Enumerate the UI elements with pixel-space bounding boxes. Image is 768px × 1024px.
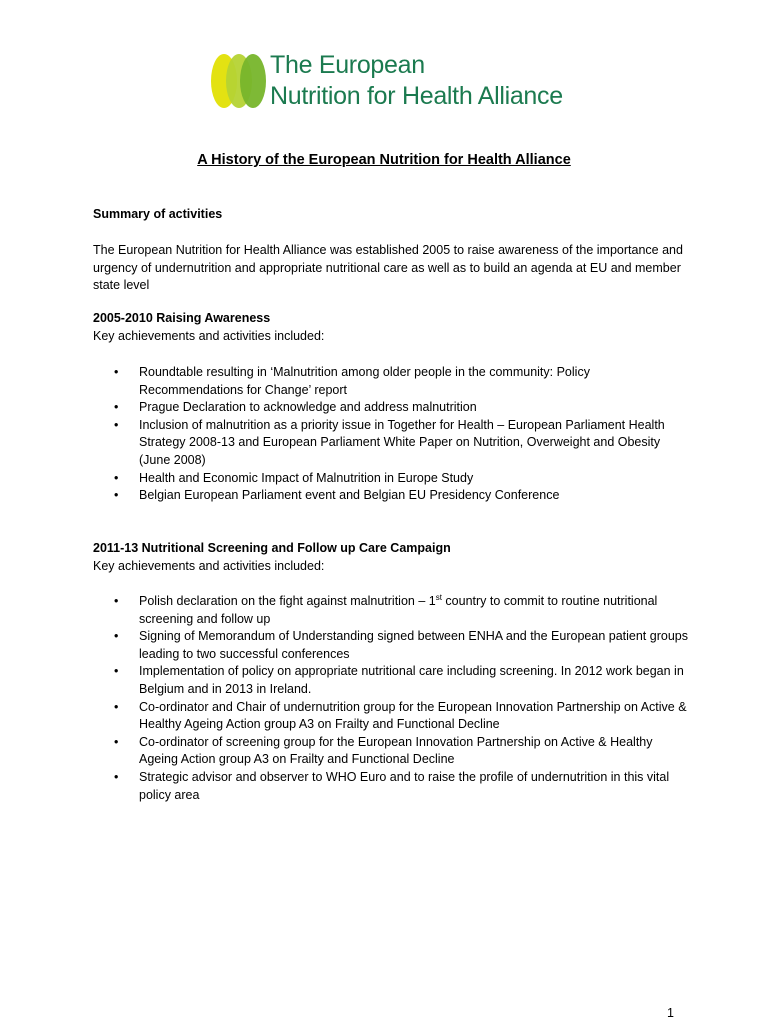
bullet-icon: • bbox=[114, 734, 119, 749]
list-item-text: Co-ordinator and Chair of undernutrition group for the European Innovation Partnership on Active & Healthy Ageing Action group A3 on Frailty and Functional Decline bbox=[139, 699, 687, 732]
bullet-icon: • bbox=[114, 594, 119, 608]
list-item-text-part: Polish declaration on the fight against malnutrition – 1 bbox=[139, 594, 436, 608]
section2-heading: 2011-13 Nutritional Screening and Follow up Care Campaign bbox=[93, 541, 451, 555]
bullet-icon: • bbox=[114, 664, 119, 679]
bullet-icon: • bbox=[114, 400, 119, 415]
list-item-text: Signing of Memorandum of Understanding signed between ENHA and the European patient groups leading to two successful conferences bbox=[139, 629, 688, 661]
section1-intro: Key achievements and activities included: bbox=[93, 329, 325, 343]
list-item bbox=[114, 470, 688, 488]
list-item bbox=[114, 769, 688, 804]
bullet-icon: • bbox=[114, 769, 119, 784]
page-number: 1 bbox=[667, 1006, 674, 1020]
logo-line-2: Nutrition for Health Alliance bbox=[270, 82, 563, 110]
list-item-text: Health and Economic Impact of Malnutrition in Europe Study bbox=[139, 470, 474, 485]
bullet-icon: • bbox=[114, 365, 119, 379]
section1-heading: 2005-2010 Raising Awareness bbox=[93, 311, 271, 325]
list-item bbox=[114, 399, 688, 417]
bullet-icon: • bbox=[114, 629, 119, 644]
leaf-logo-icon bbox=[208, 52, 268, 110]
list-item bbox=[114, 417, 688, 470]
list-item-text: Roundtable resulting in ‘Malnutrition among older people in the community: Policy Recommendations for Change’ report bbox=[139, 365, 590, 397]
section2-list bbox=[114, 593, 688, 804]
list-item-text-part: country to commit to routine nutritional screening and follow up bbox=[139, 594, 658, 626]
list-item bbox=[114, 487, 688, 505]
list-item bbox=[114, 734, 688, 769]
list-item bbox=[114, 593, 688, 628]
superscript: st bbox=[435, 592, 442, 602]
section2-intro: Key achievements and activities included: bbox=[93, 559, 325, 573]
list-item-text: Inclusion of malnutrition as a priority issue in Together for Health – European Parliament Health Strategy 2008-13 and European Parliament White Paper on Nutrition, Overweight and Obesity (June 2008) bbox=[139, 417, 665, 467]
summary-paragraph: The European Nutrition for Health Alliance was established 2005 to raise awareness of the importance and urgency of undernutrition and appropriate nutritional care as well as to build an agenda at EU and member state level bbox=[93, 243, 683, 293]
list-item-text: Prague Declaration to acknowledge and address malnutrition bbox=[139, 400, 477, 415]
section1-list bbox=[114, 364, 688, 505]
bullet-icon: • bbox=[114, 470, 119, 485]
list-item-text: Implementation of policy on appropriate nutritional care including screening. In 2012 work began in Belgium and in 2013 in Ireland. bbox=[139, 664, 684, 696]
bullet-icon: • bbox=[114, 488, 119, 503]
list-item bbox=[114, 628, 688, 663]
bullet-icon: • bbox=[114, 699, 119, 714]
summary-heading: Summary of activities bbox=[93, 207, 223, 221]
list-item-text bbox=[139, 594, 657, 626]
document-title-text: A History of the European Nutrition for Health Alliance bbox=[197, 152, 571, 168]
list-item-text: Belgian European Parliament event and Belgian EU Presidency Conference bbox=[139, 488, 560, 503]
list-item-text: Co-ordinator of screening group for the European Innovation Partnership on Active & Healthy Ageing Action group A3 on Frailty and Functional Decline bbox=[139, 734, 653, 767]
list-item bbox=[114, 364, 688, 399]
logo-line-1: The European bbox=[270, 51, 425, 79]
list-item bbox=[114, 699, 688, 734]
alliance-logo bbox=[208, 50, 568, 112]
bullet-icon: • bbox=[114, 417, 119, 432]
list-item bbox=[114, 663, 688, 698]
list-item-text: Strategic advisor and observer to WHO Euro and to raise the profile of undernutrition in this vital policy area bbox=[139, 769, 670, 802]
document-title bbox=[0, 151, 768, 169]
logo-text bbox=[270, 50, 563, 112]
